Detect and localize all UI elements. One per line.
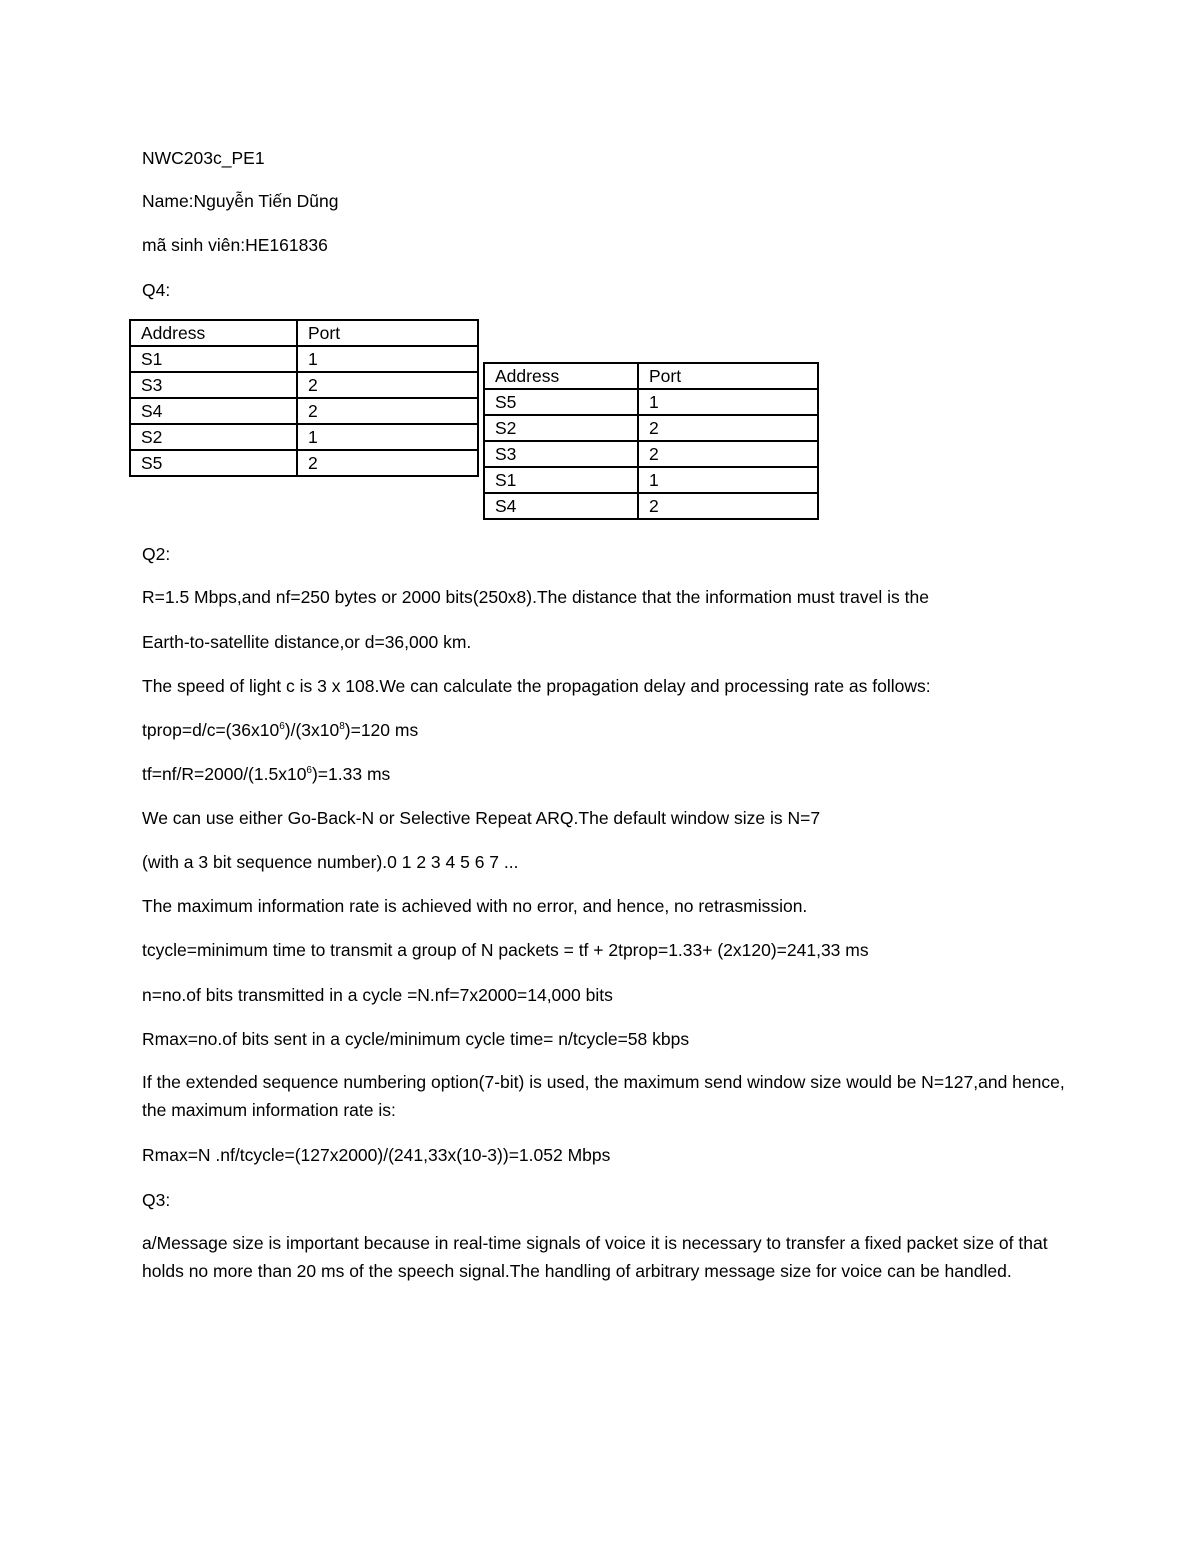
q2-line-2: Earth-to-satellite distance,or d=36,000 km. xyxy=(142,632,472,652)
table-cell: S4 xyxy=(484,493,638,519)
table-row xyxy=(484,441,818,467)
table-cell: S3 xyxy=(484,441,638,467)
q2-line-8: The maximum information rate is achieved with no error, and hence, no retrasmission. xyxy=(142,896,808,916)
table-cell: 1 xyxy=(297,346,478,372)
q2-line-9: tcycle=minimum time to transmit a group of N packets = tf + 2tprop=1.33+ (2x120)=241,33 ms xyxy=(142,940,869,960)
q2-line-7: (with a 3 bit sequence number).0 1 2 3 4 5 6 7 ... xyxy=(142,852,519,872)
table-row xyxy=(484,493,818,519)
table-row xyxy=(484,467,818,493)
table-row xyxy=(484,415,818,441)
table-cell: 2 xyxy=(638,415,818,441)
table-cell: S2 xyxy=(484,415,638,441)
q2-line-6: We can use either Go-Back-N or Selective Repeat ARQ.The default window size is N=7 xyxy=(142,808,821,828)
table-cell: 2 xyxy=(638,441,818,467)
table-header-cell: Port xyxy=(297,320,478,346)
routing-table-1 xyxy=(129,319,479,477)
table-header-row xyxy=(130,320,478,346)
table-cell: S5 xyxy=(484,389,638,415)
table-cell: 1 xyxy=(638,389,818,415)
table-cell: 2 xyxy=(297,398,478,424)
table-cell: S3 xyxy=(130,372,297,398)
table-cell: 2 xyxy=(297,450,478,476)
table-header-cell: Address xyxy=(484,363,638,389)
course-code: NWC203c_PE1 xyxy=(142,148,265,168)
table-cell: 2 xyxy=(638,493,818,519)
q2-line-13: Rmax=N .nf/tcycle=(127x2000)/(241,33x(10-3))=1.052 Mbps xyxy=(142,1145,611,1165)
table-row xyxy=(130,372,478,398)
q3-heading: Q3: xyxy=(142,1190,171,1210)
q2-line-11: Rmax=no.of bits sent in a cycle/minimum cycle time= n/tcycle=58 kbps xyxy=(142,1029,690,1049)
table-cell: S1 xyxy=(484,467,638,493)
table-cell: S2 xyxy=(130,424,297,450)
q2-heading: Q2: xyxy=(142,544,171,564)
q2-line-1: R=1.5 Mbps,and nf=250 bytes or 2000 bits(250x8).The distance that the information must travel is the xyxy=(142,587,929,607)
student-name: Name:Nguyễn Tiến Dũng xyxy=(142,191,339,211)
table-header-row xyxy=(484,363,818,389)
table-row xyxy=(130,346,478,372)
q2-tprop-formula: $tprop=d/c=(36x10^6)/(3x10^8)=120$ ms xyxy=(142,720,419,740)
table-header-cell: Port xyxy=(638,363,818,389)
q3-answer-a: a/Message size is important because in real-time signals of voice it is necessary to transfer a fixed packet size of that holds no more than 20 ms of the speech signal.The handling of arbitrary message size for voice can be handled. xyxy=(142,1233,1048,1281)
student-id: mã sinh viên:HE161836 xyxy=(142,235,328,255)
q2-line-3: The speed of light c is 3 x 108.We can calculate the propagation delay and processing rate as follows: xyxy=(142,676,931,696)
table-row xyxy=(130,398,478,424)
q2-line-12: If the extended sequence numbering option(7-bit) is used, the maximum send window size would be N=127,and hence, the maximum information rate is: xyxy=(142,1072,1065,1120)
q2-tf-formula: $tf=nf/R=2000/(1.5x10^6)=1.33$ ms xyxy=(142,764,391,784)
table-cell: S4 xyxy=(130,398,297,424)
table-cell: 1 xyxy=(297,424,478,450)
table-cell: 2 xyxy=(297,372,478,398)
table-cell: S5 xyxy=(130,450,297,476)
q2-line-10: n=no.of bits transmitted in a cycle =N.nf=7x2000=14,000 bits xyxy=(142,985,613,1005)
table-cell: S1 xyxy=(130,346,297,372)
table-row xyxy=(130,450,478,476)
table-row xyxy=(484,389,818,415)
routing-table-2 xyxy=(483,362,819,520)
table-row xyxy=(130,424,478,450)
q4-heading: Q4: xyxy=(142,280,171,300)
table-cell: 1 xyxy=(638,467,818,493)
table-header-cell: Address xyxy=(130,320,297,346)
